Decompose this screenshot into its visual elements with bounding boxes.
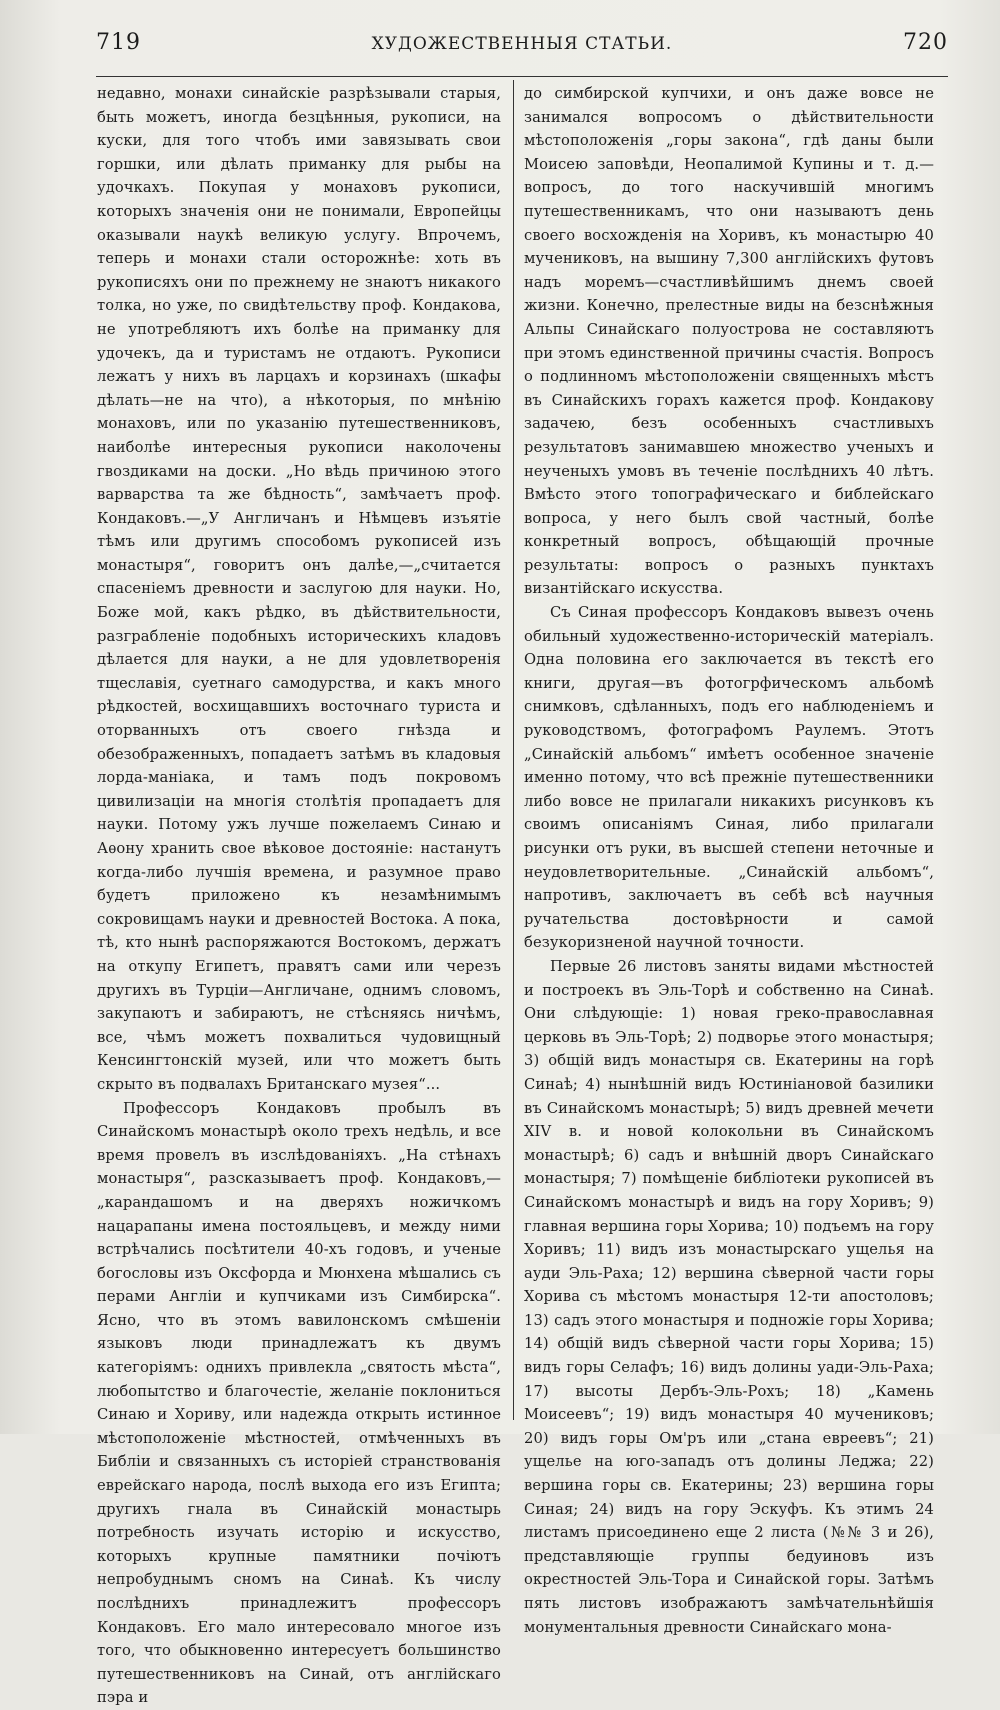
paragraph: до симбирской купчихи, и онъ даже вовсе не занимался вопросомъ о дѣйствительности мѣстоположенія „горы закона“, гдѣ даны были Моисею заповѣди, Неопалимой Купины и т. д.—вопросъ, до того наскучившій многимъ путешественникамъ, что они называютъ день своего восхожденія на Хоривъ, къ монастырю 40 мучениковъ, на вышину 7,300 англійскихъ футовъ надъ моремъ—счастливѣйшимъ днемъ своей жизни. Конечно, прелестные виды на безснѣжныя Альпы Синайскаго полуострова не составляютъ при этомъ единственной причины счастія. Вопросъ о подлинномъ мѣстоположеніи священныхъ мѣстъ въ Синайскихъ горахъ кажется проф. Кондакову задачею, безъ особенныхъ счастливыхъ результатовъ занимавшею множество ученыхъ и неученыхъ умовъ въ теченіе послѣднихъ 40 лѣтъ. Вмѣсто этого топографическаго и библейскаго вопроса, у него былъ свой частный, болѣе конкретный вопросъ, обѣщающій прочные результаты: вопросъ о разныхъ пунктахъ византійскаго искусства. (524, 85, 934, 598)
paragraph: недавно, монахи синайскіе разрѣзывали старыя, быть можетъ, иногда безцѣнныя, рукописи, на куски, для того чтобъ ими завязывать свои горшки, или дѣлать приманку для рыбы на удочкахъ. Покупая у монаховъ рукописи, которыхъ значенія они не понимали, Европейцы оказывали наукѣ великую услугу. Впрочемъ, теперь и монахи стали осторожнѣе: хоть въ рукописяхъ они по прежнему не знаютъ никакого толка, но уже, по свидѣтельству проф. Кондакова, не употребляютъ ихъ болѣе на приманку для удочекъ, да и туристамъ не отдаютъ. Рукописи лежатъ у нихъ въ ларцахъ и корзинахъ (шкафы дѣлать—не на что), а нѣкоторыя, по мнѣнію монаховъ, или по указанію путешественниковъ, наиболѣе интересныя рукописи наколочены гвоздиками на доски. „Но вѣдь причиною этого варварства та же бѣдность“, замѣчаетъ проф. Кондаковъ.—„У Англичанъ и Нѣмцевъ изъятіе тѣмъ или другимъ способомъ рукописей изъ монастыря“, говоритъ онъ далѣе,—„считается спасеніемъ древности и заслугою для науки. Но, Боже мой, какъ рѣдко, въ дѣйствительности, разграбленіе подобныхъ историческихъ кладовъ дѣлается для науки, а не для удовлетворенія тщеславія, суетнаго самодурства, и какъ много рѣдкостей, восхищавшихъ восточнаго туриста и оторванныхъ отъ своего гнѣзда и обезображенныхъ, попадаетъ затѣмъ въ кладовыя лорда-маніака, и тамъ подъ покровомъ цивилизаціи на многія столѣтія пропадаетъ для науки. Потому ужъ лучше пожелаемъ Синаю и Аѳону хранить свое вѣковое достояніе: настанутъ когда-либо лучшія времена, и разумное право будетъ приложено къ незамѣнимымъ сокровищамъ науки и древностей Востока. А пока, тѣ, кто нынѣ распоряжаются Востокомъ, держатъ на откупу Египетъ, правятъ сами или черезъ другихъ въ Турціи—Англичане, однимъ словомъ, закупаютъ и забираютъ, не стѣсняясь ничѣмъ, все, чѣмъ можетъ похвалиться чудовищный Кенсингтонскій музей, или что можетъ быть скрыто въ подвалахъ Британскаго музея“... (97, 85, 501, 1093)
left-column (97, 82, 501, 1710)
paragraph: Первые 26 листовъ заняты видами мѣстностей и построекъ въ Эль-Торѣ и собственно на Синаѣ. Они слѣдующіе: 1) новая греко-православная церковь въ Эль-Торѣ; 2) подворье этого монастыря; 3) общій видъ монастыря св. Екатерины на горѣ Синаѣ; 4) нынѣшній видъ Юстиніановой базилики въ Синайскомъ монастырѣ; 5) видъ древней мечети XIV в. и новой колокольни въ Синайскомъ монастырѣ; 6) садъ и внѣшній дворъ Синайскаго монастыря; 7) помѣщеніе библіотеки рукописей въ Синайскомъ монастырѣ и видъ на гору Хоривъ; 9) главная вершина горы Хорива; 10) подъемъ на гору Хоривъ; 11) видъ изъ монастырскаго ущелья на ауди Эль-Раха; 12) вершина сѣверной части горы Хорива съ мѣстомъ монастыря 12-ти апостоловъ; 13) садъ этого монастыря и подножіе горы Хорива; 14) общій видъ сѣверной части горы Хорива; 15) видъ горы Селафъ; 16) видъ долины уади-Эль-Раха; 17) высоты Дербъ-Эль-Рохъ; 18) „Камень Моисеевъ“; 19) видъ монастыря 40 мучениковъ; 20) видъ горы Ом'ръ или „стана евреевъ“; 21) ущелье на юго-западъ отъ долины Леджа; 22) вершина горы св. Екатерины; 23) вершина горы Синая; 24) видъ на гору Эскуфъ. Къ этимъ 24 листамъ присоединено еще 2 листа (№№ 3 и 26), представляющіе группы бедуиновъ изъ окрестностей Эль-Тора и Синайской горы. Затѣмъ пять листовъ изображаютъ замѣчательнѣйшія монументальныя древности Синайскаго мона- (524, 957, 934, 1636)
paragraph: Съ Синая профессоръ Кондаковъ вывезъ очень обильный художественно-историческій матеріалъ. Одна половина его заключается въ текстѣ его книги, другая—въ фотогрфическомъ альбомѣ снимковъ, сдѣланныхъ, подъ его наблюденіемъ и руководствомъ, фотографомъ Раулемъ. Этотъ „Синайскій альбомъ“ имѣетъ особенное значеніе именно потому, что всѣ прежніе путешественники либо вовсе не прилагали никакихъ рисунковъ къ своимъ описаніямъ Синая, либо прилагали рисунки отъ руки, въ высшей степени неточные и неудовлетворительные. „Синайскій альбомъ“, напротивъ, заключаетъ въ себѣ всѣ научныя ручательства достовѣрности и самой безукоризненой научной точности. (524, 604, 934, 952)
column-divider (513, 80, 514, 1420)
running-title: ХУДОЖЕСТВЕННЫЯ СТАТЬИ. (371, 34, 673, 54)
page-number-right: 720 (903, 30, 948, 55)
page-header (96, 30, 948, 60)
header-rule (96, 76, 948, 77)
right-column (524, 82, 934, 1639)
page-number-left: 719 (96, 30, 141, 55)
paragraph: Профессоръ Кондаковъ пробылъ въ Синайскомъ монастырѣ около трехъ недѣль, и все время провелъ въ изслѣдованіяхъ. „На стѣнахъ монастыря“, разсказываетъ проф. Кондаковъ,—„карандашомъ и на дверяхъ ножичкомъ нацарапаны имена постояльцевъ, и между ними встрѣчались посѣтители 40-хъ годовъ, и ученые богословы изъ Оксфорда и Мюнхена мѣшались съ перами Англіи и купчиками изъ Симбирска“. Ясно, что въ этомъ вавилонскомъ смѣшеніи языковъ люди принадлежатъ къ двумъ категоріямъ: однихъ привлекла „святость мѣста“, любопытство и благочестіе, желаніе поклониться Синаю и Хориву, или надежда открыть истинное мѣстоположеніе мѣстностей, отмѣченныхъ въ Библіи и связанныхъ съ исторіей странствованія еврейскаго народа, послѣ выхода его изъ Египта; другихъ гнала въ Синайскій монастырь потребность изучать исторію и искусство, которыхъ крупные памятники почіютъ непробуднымъ сномъ на Синаѣ. Къ числу послѣднихъ принадлежитъ профессоръ Кондаковъ. Его мало интересовало многое изъ того, что обыкновенно интересуетъ большинство путешественниковъ на Синай, отъ англійскаго пэра и (97, 1099, 501, 1707)
